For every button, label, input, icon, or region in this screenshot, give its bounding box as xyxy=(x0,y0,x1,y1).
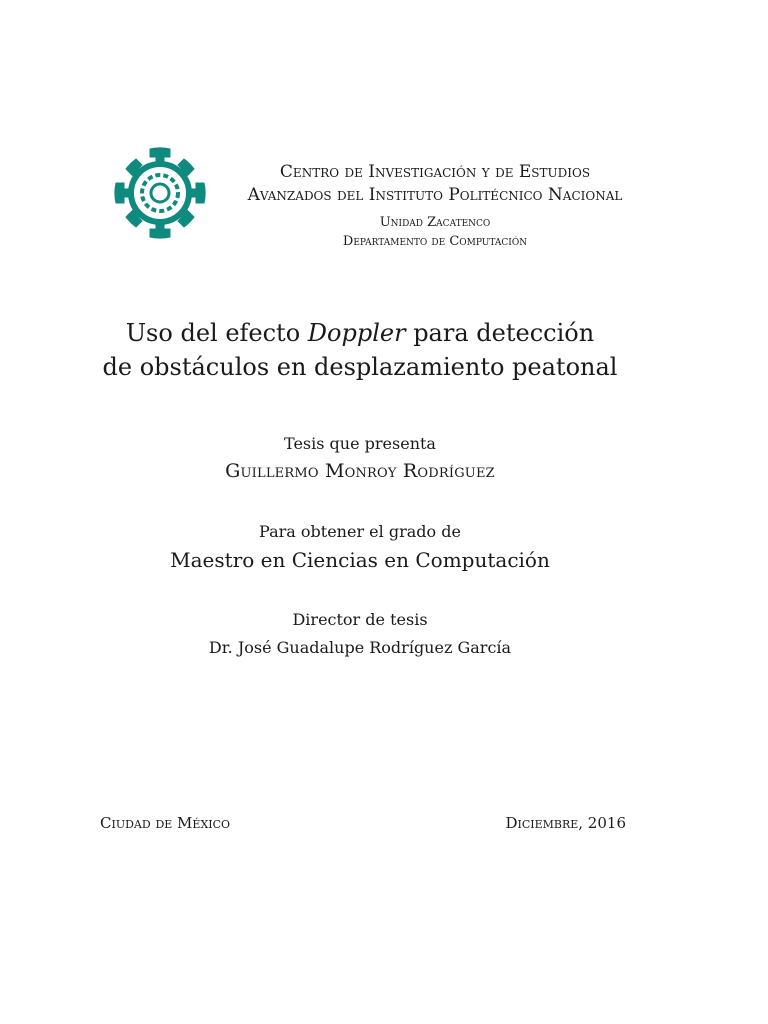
institution-name-line-2: Avanzados del Instituto Politécnico Nacional xyxy=(247,185,623,205)
title-emphasis: Doppler xyxy=(307,319,406,347)
institution-name-line-1: Centro de Investigación y de Estudios xyxy=(279,162,591,182)
thesis-title-line-2: de obstáculos en desplazamiento peatonal xyxy=(102,353,618,381)
degree-name: Maestro en Ciencias en Computación xyxy=(170,548,550,572)
director-name: Dr. José Guadalupe Rodríguez García xyxy=(208,638,512,657)
unit-name: Unidad Zacatenco xyxy=(379,215,491,230)
author-name: Guillermo Monroy Rodríguez xyxy=(225,460,495,482)
city: Ciudad de México xyxy=(100,814,231,832)
date: Diciembre, 2016 xyxy=(505,814,626,832)
thesis-label: Tesis que presenta xyxy=(284,434,436,453)
cinvestav-logo-icon xyxy=(110,143,210,243)
degree-label: Para obtener el grado de xyxy=(259,522,461,541)
title-text-before: Uso del efecto xyxy=(125,319,308,347)
thesis-title-line-1 xyxy=(60,319,660,347)
department-name: Departamento de Computación xyxy=(342,234,528,249)
title-text-after: para detección xyxy=(405,319,595,347)
director-label: Director de tesis xyxy=(292,610,428,629)
